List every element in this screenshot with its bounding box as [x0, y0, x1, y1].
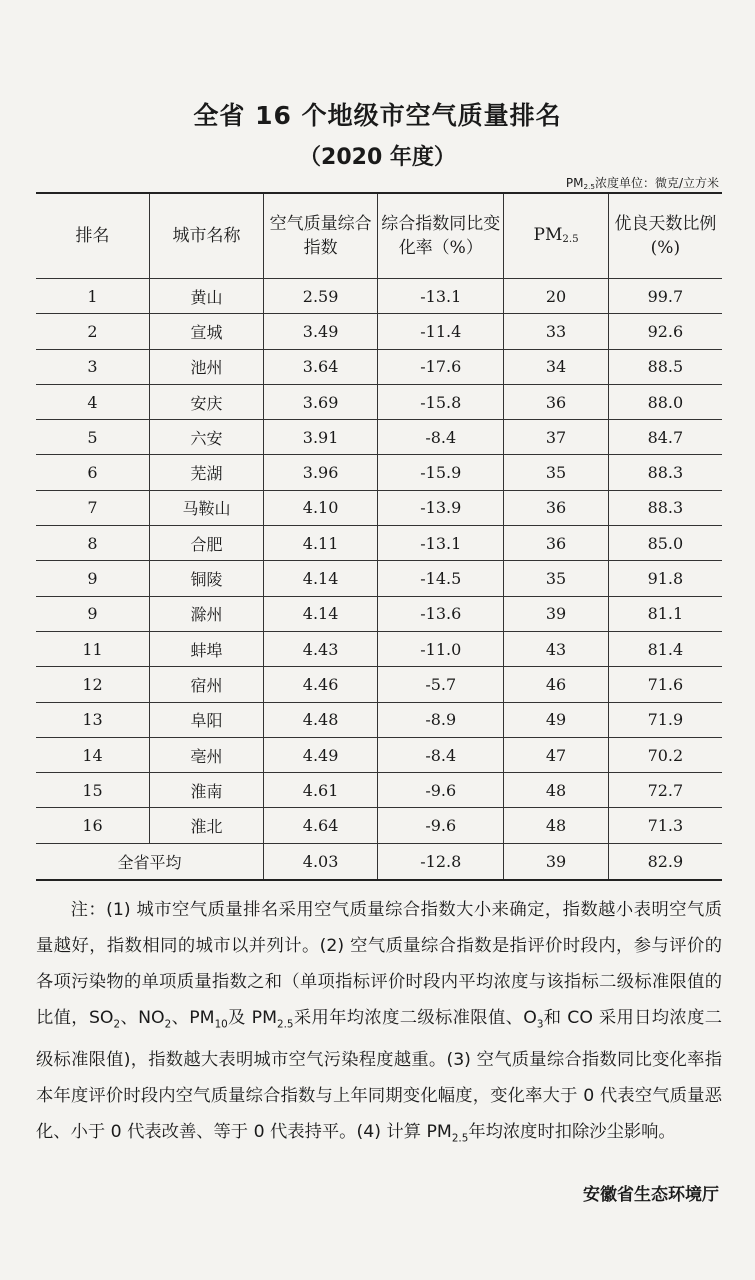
cell-pm: 48: [504, 773, 608, 808]
table-row: [36, 314, 722, 349]
cell-rank: 2: [36, 314, 150, 349]
table-row: [36, 279, 722, 314]
cell-change: -15.8: [378, 384, 504, 419]
average-change: -12.8: [378, 843, 504, 880]
header-city: 城市名称: [150, 193, 264, 279]
cell-city: 池州: [150, 349, 264, 384]
note-text: 、PM: [171, 1008, 215, 1028]
table-row: [36, 420, 722, 455]
cell-pm: 34: [504, 349, 608, 384]
cell-change: -11.4: [378, 314, 504, 349]
table-row: [36, 490, 722, 525]
cell-pm: 43: [504, 631, 608, 666]
cell-city: 铜陵: [150, 561, 264, 596]
cell-aqi: 3.69: [264, 384, 378, 419]
cell-city: 黄山: [150, 279, 264, 314]
cell-change: -9.6: [378, 773, 504, 808]
cell-aqi: 2.59: [264, 279, 378, 314]
cell-city: 六安: [150, 420, 264, 455]
cell-city: 阜阳: [150, 702, 264, 737]
cell-aqi: 4.11: [264, 526, 378, 561]
unit-note: [566, 174, 719, 191]
header-good-days: 优良天数比例(%): [608, 193, 722, 279]
table-row: [36, 561, 722, 596]
cell-good: 81.1: [608, 596, 722, 631]
cell-pm: 36: [504, 384, 608, 419]
cell-good: 71.9: [608, 702, 722, 737]
cell-aqi: 3.91: [264, 420, 378, 455]
cell-pm: 36: [504, 490, 608, 525]
cell-good: 88.3: [608, 455, 722, 490]
cell-good: 84.7: [608, 420, 722, 455]
average-label: 全省平均: [36, 843, 264, 880]
cell-pm: 49: [504, 702, 608, 737]
cell-aqi: 3.64: [264, 349, 378, 384]
cell-rank: 8: [36, 526, 150, 561]
footnotes: [36, 892, 722, 1157]
cell-rank: 5: [36, 420, 150, 455]
cell-rank: 6: [36, 455, 150, 490]
note-subscript: 10: [214, 1018, 228, 1031]
cell-change: -13.6: [378, 596, 504, 631]
ranking-table: [36, 192, 722, 881]
average-good: 82.9: [608, 843, 722, 880]
header-change: 综合指数同比变化率（%）: [378, 193, 504, 279]
note-text: 采用年均浓度二级标准限值、O: [293, 1008, 537, 1028]
cell-aqi: 4.61: [264, 773, 378, 808]
cell-aqi: 4.14: [264, 561, 378, 596]
source-org: 安徽省生态环境厅: [583, 1185, 719, 1205]
table-row: [36, 737, 722, 772]
cell-good: 71.3: [608, 808, 722, 843]
cell-pm: 48: [504, 808, 608, 843]
table-header-row: [36, 193, 722, 279]
cell-aqi: 4.49: [264, 737, 378, 772]
cell-aqi: 4.10: [264, 490, 378, 525]
cell-city: 淮北: [150, 808, 264, 843]
note-subscript: 2.5: [276, 1018, 294, 1031]
cell-pm: 35: [504, 561, 608, 596]
note-text: 注：(1) 城市空气质量排名采用空气质量综合指数大小来确定，指数越小表明空气质量越好，指数相同的城市以并列计。(2) 空气质量综合指数是指评价时段内，参与评价的各项污染物的单项质量指数之和（单项指标评价时段内平均浓度与该指标二级标准限值的比值，SO: [36, 900, 722, 1028]
cell-good: 88.5: [608, 349, 722, 384]
cell-aqi: 4.14: [264, 596, 378, 631]
cell-city: 淮南: [150, 773, 264, 808]
table-row: [36, 526, 722, 561]
cell-rank: 13: [36, 702, 150, 737]
cell-aqi: 4.48: [264, 702, 378, 737]
page-title: 全省 16 个地级市空气质量排名: [193, 101, 562, 130]
cell-aqi: 4.46: [264, 667, 378, 702]
cell-rank: 15: [36, 773, 150, 808]
unit-suffix: 浓度单位：微克/立方米: [594, 176, 719, 190]
cell-good: 88.0: [608, 384, 722, 419]
cell-change: -5.7: [378, 667, 504, 702]
page-subtitle: （2020 年度）: [299, 145, 456, 170]
header-pm-prefix: PM: [533, 224, 563, 245]
cell-rank: 7: [36, 490, 150, 525]
cell-good: 91.8: [608, 561, 722, 596]
cell-city: 安庆: [150, 384, 264, 419]
note-subscript: 3: [536, 1018, 544, 1031]
average-row: [36, 843, 722, 880]
header-rank: 排名: [36, 193, 150, 279]
cell-change: -14.5: [378, 561, 504, 596]
cell-change: -13.9: [378, 490, 504, 525]
cell-city: 芜湖: [150, 455, 264, 490]
cell-pm: 36: [504, 526, 608, 561]
cell-rank: 1: [36, 279, 150, 314]
table-row: [36, 349, 722, 384]
cell-change: -13.1: [378, 279, 504, 314]
cell-good: 85.0: [608, 526, 722, 561]
table-row: [36, 596, 722, 631]
cell-change: -8.4: [378, 420, 504, 455]
unit-pm-prefix: PM: [565, 176, 584, 190]
cell-rank: 9: [36, 596, 150, 631]
note-text: 及 PM: [227, 1008, 277, 1028]
cell-good: 88.3: [608, 490, 722, 525]
table-row: [36, 631, 722, 666]
cell-change: -8.9: [378, 702, 504, 737]
cell-city: 蚌埠: [150, 631, 264, 666]
unit-pm-sub: 2.5: [583, 181, 595, 191]
cell-city: 马鞍山: [150, 490, 264, 525]
cell-rank: 9: [36, 561, 150, 596]
note-text: 和 CO 采用日均浓度二级标准限值)，指数越大表明城市空气污染程度越重。(3) 空气质量综合指数同比变化率指本年度评价时段内空气质量综合指数与上年同期变化幅度，变化率大于 0 代表空气质量恶化、小于 0 代表改善、等于 0 代表持平。(4) 计算 PM: [36, 1008, 722, 1143]
cell-good: 92.6: [608, 314, 722, 349]
header-pm-sub: 2.5: [562, 234, 579, 246]
table-row: [36, 384, 722, 419]
note-text: 年均浓度时扣除沙尘影响。: [468, 1122, 676, 1143]
cell-aqi: 3.49: [264, 314, 378, 349]
cell-good: 70.2: [608, 737, 722, 772]
table-row: [36, 702, 722, 737]
table-body: [36, 279, 722, 880]
cell-pm: 37: [504, 420, 608, 455]
cell-good: 99.7: [608, 279, 722, 314]
header-aqi: 空气质量综合指数: [264, 193, 378, 279]
note-subscript: 2: [164, 1018, 172, 1031]
cell-change: -13.1: [378, 526, 504, 561]
cell-city: 合肥: [150, 526, 264, 561]
cell-change: -17.6: [378, 349, 504, 384]
table-row: [36, 455, 722, 490]
cell-pm: 47: [504, 737, 608, 772]
cell-pm: 39: [504, 596, 608, 631]
note-subscript: 2: [113, 1018, 121, 1031]
cell-aqi: 3.96: [264, 455, 378, 490]
cell-city: 宣城: [150, 314, 264, 349]
average-aqi: 4.03: [264, 843, 378, 880]
cell-city: 亳州: [150, 737, 264, 772]
cell-change: -15.9: [378, 455, 504, 490]
table-row: [36, 667, 722, 702]
cell-city: 滁州: [150, 596, 264, 631]
cell-good: 81.4: [608, 631, 722, 666]
cell-rank: 16: [36, 808, 150, 843]
table-row: [36, 773, 722, 808]
cell-rank: 3: [36, 349, 150, 384]
cell-aqi: 4.64: [264, 808, 378, 843]
cell-pm: 20: [504, 279, 608, 314]
cell-pm: 33: [504, 314, 608, 349]
cell-pm: 46: [504, 667, 608, 702]
cell-rank: 4: [36, 384, 150, 419]
table-row: [36, 808, 722, 843]
cell-change: -9.6: [378, 808, 504, 843]
cell-rank: 12: [36, 667, 150, 702]
cell-change: -11.0: [378, 631, 504, 666]
cell-aqi: 4.43: [264, 631, 378, 666]
cell-pm: 35: [504, 455, 608, 490]
cell-good: 71.6: [608, 667, 722, 702]
average-pm: 39: [504, 843, 608, 880]
header-pm25: [504, 193, 608, 279]
cell-rank: 14: [36, 737, 150, 772]
cell-city: 宿州: [150, 667, 264, 702]
cell-good: 72.7: [608, 773, 722, 808]
note-subscript: 2.5: [451, 1132, 469, 1145]
cell-change: -8.4: [378, 737, 504, 772]
cell-rank: 11: [36, 631, 150, 666]
note-text: 、NO: [120, 1008, 165, 1028]
